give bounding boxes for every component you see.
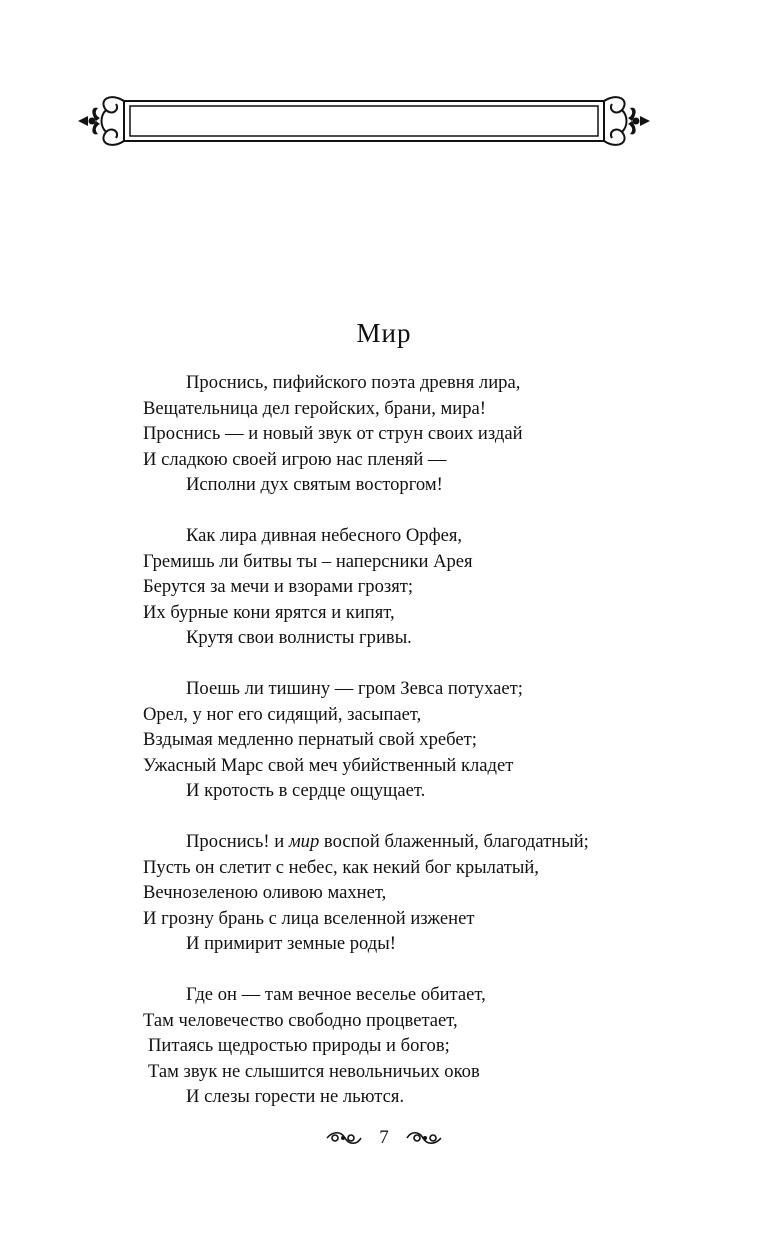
poem-line: И слезы горести не льются. (186, 1086, 405, 1107)
poem-line: Берутся за мечи и взорами грозят; (143, 576, 414, 597)
poem-line: Исполни дух святым восторгом! (186, 474, 443, 495)
poem-line: И сладкою своей игрою нас пленяй — (143, 448, 447, 470)
page-number: 7 (379, 1127, 389, 1148)
poem-title: Мир (356, 318, 412, 348)
poem-line: Поешь ли тишину — гром Зевса потухает; (186, 678, 523, 699)
right-ornament-icon (405, 1127, 445, 1149)
poem-line: Орел, у ног его сидящий, засыпает, (143, 703, 422, 725)
stanza (143, 676, 743, 804)
poem-line: И грозну брань с лица вселенной изженет (143, 907, 475, 929)
poem-line: Там звук не слышится невольничьих оков (148, 1060, 480, 1082)
left-ornament-icon (323, 1127, 363, 1149)
poem-body (143, 370, 743, 1135)
poem-line: Ужасный Марс свой меч убийственный кладет (143, 754, 514, 776)
line-segment: Проснись! и (186, 831, 289, 852)
poem-line: И примирит земные роды! (186, 933, 396, 954)
header-ornament-frame (0, 0, 768, 160)
poem-line: Вечнозеленою оливою махнет, (143, 882, 387, 903)
stanza (143, 370, 743, 498)
emphasized-word: мир (288, 831, 320, 852)
poem-line: Пусть он слетит с небес, как некий бог крылатый, (143, 856, 539, 878)
poem-line: Там человечество свободно процветает, (143, 1009, 458, 1031)
page-footer (0, 1122, 768, 1154)
poem-line: Крутя свои волнисты гривы. (186, 627, 412, 648)
stanza (143, 523, 743, 651)
stanza (143, 982, 743, 1110)
poem-line: Где он — там вечное веселье обитает, (186, 984, 486, 1005)
poem-line: Вещательница дел геройских, брани, мира! (143, 397, 486, 419)
poem-line (143, 829, 743, 855)
poem-line: Как лира дивная небесного Орфея, (186, 525, 463, 546)
poem-line: Вздымая медленно пернатый свой хребет; (143, 729, 477, 750)
line-segment: воспой блаженный, благодатный; (319, 831, 589, 852)
poem-line: Проснись — и новый звук от струн своих издай (143, 423, 523, 444)
poem-line: Гремишь ли битвы ты – наперсники Арея (143, 550, 473, 572)
stanza (143, 829, 743, 957)
poem-line: Питаясь щедростью природы и богов; (148, 1035, 450, 1056)
poem-line: Их бурные кони ярятся и кипят, (143, 601, 395, 623)
poem-line: Проснись, пифийского поэта древня лира, (186, 372, 521, 393)
poem-line: И кротость в сердце ощущает. (186, 780, 426, 801)
